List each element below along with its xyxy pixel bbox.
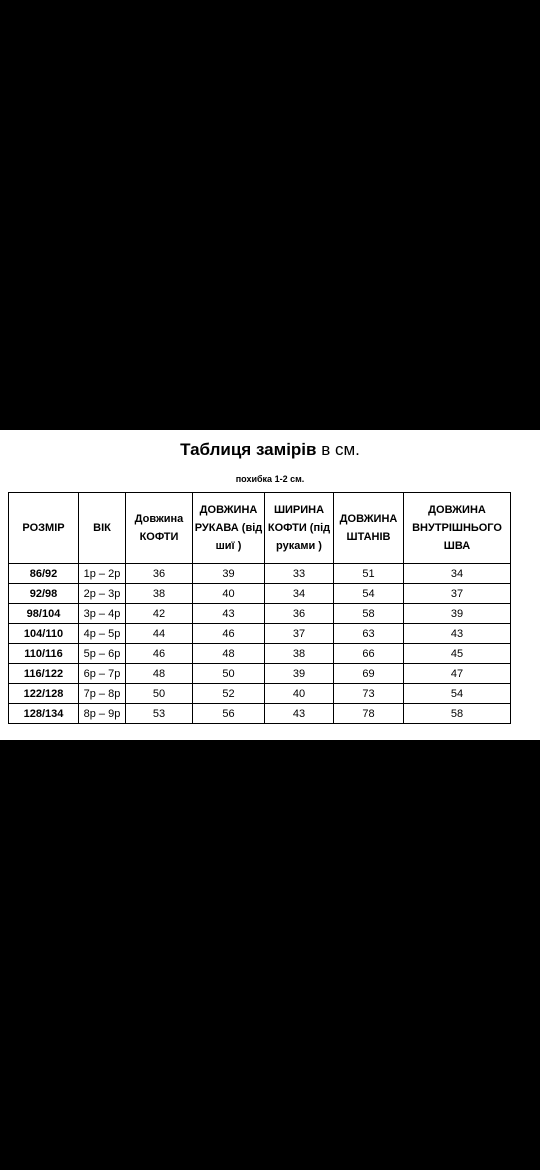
header-pants-length: ДОВЖИНА ШТАНІВ	[334, 493, 404, 564]
top-length-cell: 53	[126, 704, 193, 724]
top-length-cell: 42	[126, 604, 193, 624]
age-cell: 6р – 7р	[79, 664, 126, 684]
title-text: Таблиця замірів	[180, 440, 317, 459]
top-width-cell: 40	[265, 684, 334, 704]
age-cell: 8р – 9р	[79, 704, 126, 724]
table-row	[9, 644, 511, 664]
pants-length-cell: 51	[334, 564, 404, 584]
sleeve-length-cell: 48	[193, 644, 265, 664]
header-top-length: Довжина КОФТИ	[126, 493, 193, 564]
size-cell: 110/116	[9, 644, 79, 664]
top-width-cell: 34	[265, 584, 334, 604]
pants-length-cell: 78	[334, 704, 404, 724]
top-length-cell: 50	[126, 684, 193, 704]
top-width-cell: 37	[265, 624, 334, 644]
sleeve-length-cell: 40	[193, 584, 265, 604]
sleeve-length-cell: 46	[193, 624, 265, 644]
table-row	[9, 564, 511, 584]
sleeve-length-cell: 50	[193, 664, 265, 684]
age-cell: 5р – 6р	[79, 644, 126, 664]
size-cell: 86/92	[9, 564, 79, 584]
size-cell: 104/110	[9, 624, 79, 644]
age-cell: 1р – 2р	[79, 564, 126, 584]
table-row	[9, 584, 511, 604]
inseam-length-cell: 45	[404, 644, 511, 664]
sleeve-length-cell: 52	[193, 684, 265, 704]
top-length-cell: 46	[126, 644, 193, 664]
top-width-cell: 33	[265, 564, 334, 584]
size-cell: 92/98	[9, 584, 79, 604]
inseam-length-cell: 39	[404, 604, 511, 624]
size-cell: 122/128	[9, 684, 79, 704]
table-row	[9, 704, 511, 724]
top-length-cell: 44	[126, 624, 193, 644]
inseam-length-cell: 47	[404, 664, 511, 684]
size-cell: 116/122	[9, 664, 79, 684]
size-cell: 98/104	[9, 604, 79, 624]
pants-length-cell: 63	[334, 624, 404, 644]
age-cell: 2р – 3р	[79, 584, 126, 604]
header-age: ВІК	[79, 493, 126, 564]
inseam-length-cell: 37	[404, 584, 511, 604]
size-cell: 128/134	[9, 704, 79, 724]
inseam-length-cell: 43	[404, 624, 511, 644]
inseam-length-cell: 54	[404, 684, 511, 704]
table-row	[9, 624, 511, 644]
size-table	[8, 492, 511, 724]
top-length-cell: 36	[126, 564, 193, 584]
title-unit: в см.	[321, 440, 360, 459]
age-cell: 3р – 4р	[79, 604, 126, 624]
sleeve-length-cell: 39	[193, 564, 265, 584]
header-sleeve-length: ДОВЖИНА РУКАВА (від шиї )	[193, 493, 265, 564]
top-width-cell: 39	[265, 664, 334, 684]
inseam-length-cell: 58	[404, 704, 511, 724]
chart-title	[0, 440, 540, 460]
age-cell: 4р – 5р	[79, 624, 126, 644]
top-length-cell: 48	[126, 664, 193, 684]
pants-length-cell: 58	[334, 604, 404, 624]
header-size: РОЗМІР	[9, 493, 79, 564]
pants-length-cell: 69	[334, 664, 404, 684]
header-top-width: ШИРИНА КОФТИ (під руками )	[265, 493, 334, 564]
sleeve-length-cell: 56	[193, 704, 265, 724]
table-row	[9, 684, 511, 704]
age-cell: 7р – 8р	[79, 684, 126, 704]
top-width-cell: 43	[265, 704, 334, 724]
header-inseam-length: ДОВЖИНА ВНУТРІШНЬОГО ШВА	[404, 493, 511, 564]
pants-length-cell: 66	[334, 644, 404, 664]
table-row	[9, 664, 511, 684]
top-length-cell: 38	[126, 584, 193, 604]
sleeve-length-cell: 43	[193, 604, 265, 624]
size-chart-card	[0, 430, 540, 740]
top-width-cell: 38	[265, 644, 334, 664]
inseam-length-cell: 34	[404, 564, 511, 584]
header-row	[9, 493, 511, 564]
tolerance-note: похибка 1-2 см.	[235, 474, 305, 484]
pants-length-cell: 54	[334, 584, 404, 604]
table-row	[9, 604, 511, 624]
pants-length-cell: 73	[334, 684, 404, 704]
top-width-cell: 36	[265, 604, 334, 624]
